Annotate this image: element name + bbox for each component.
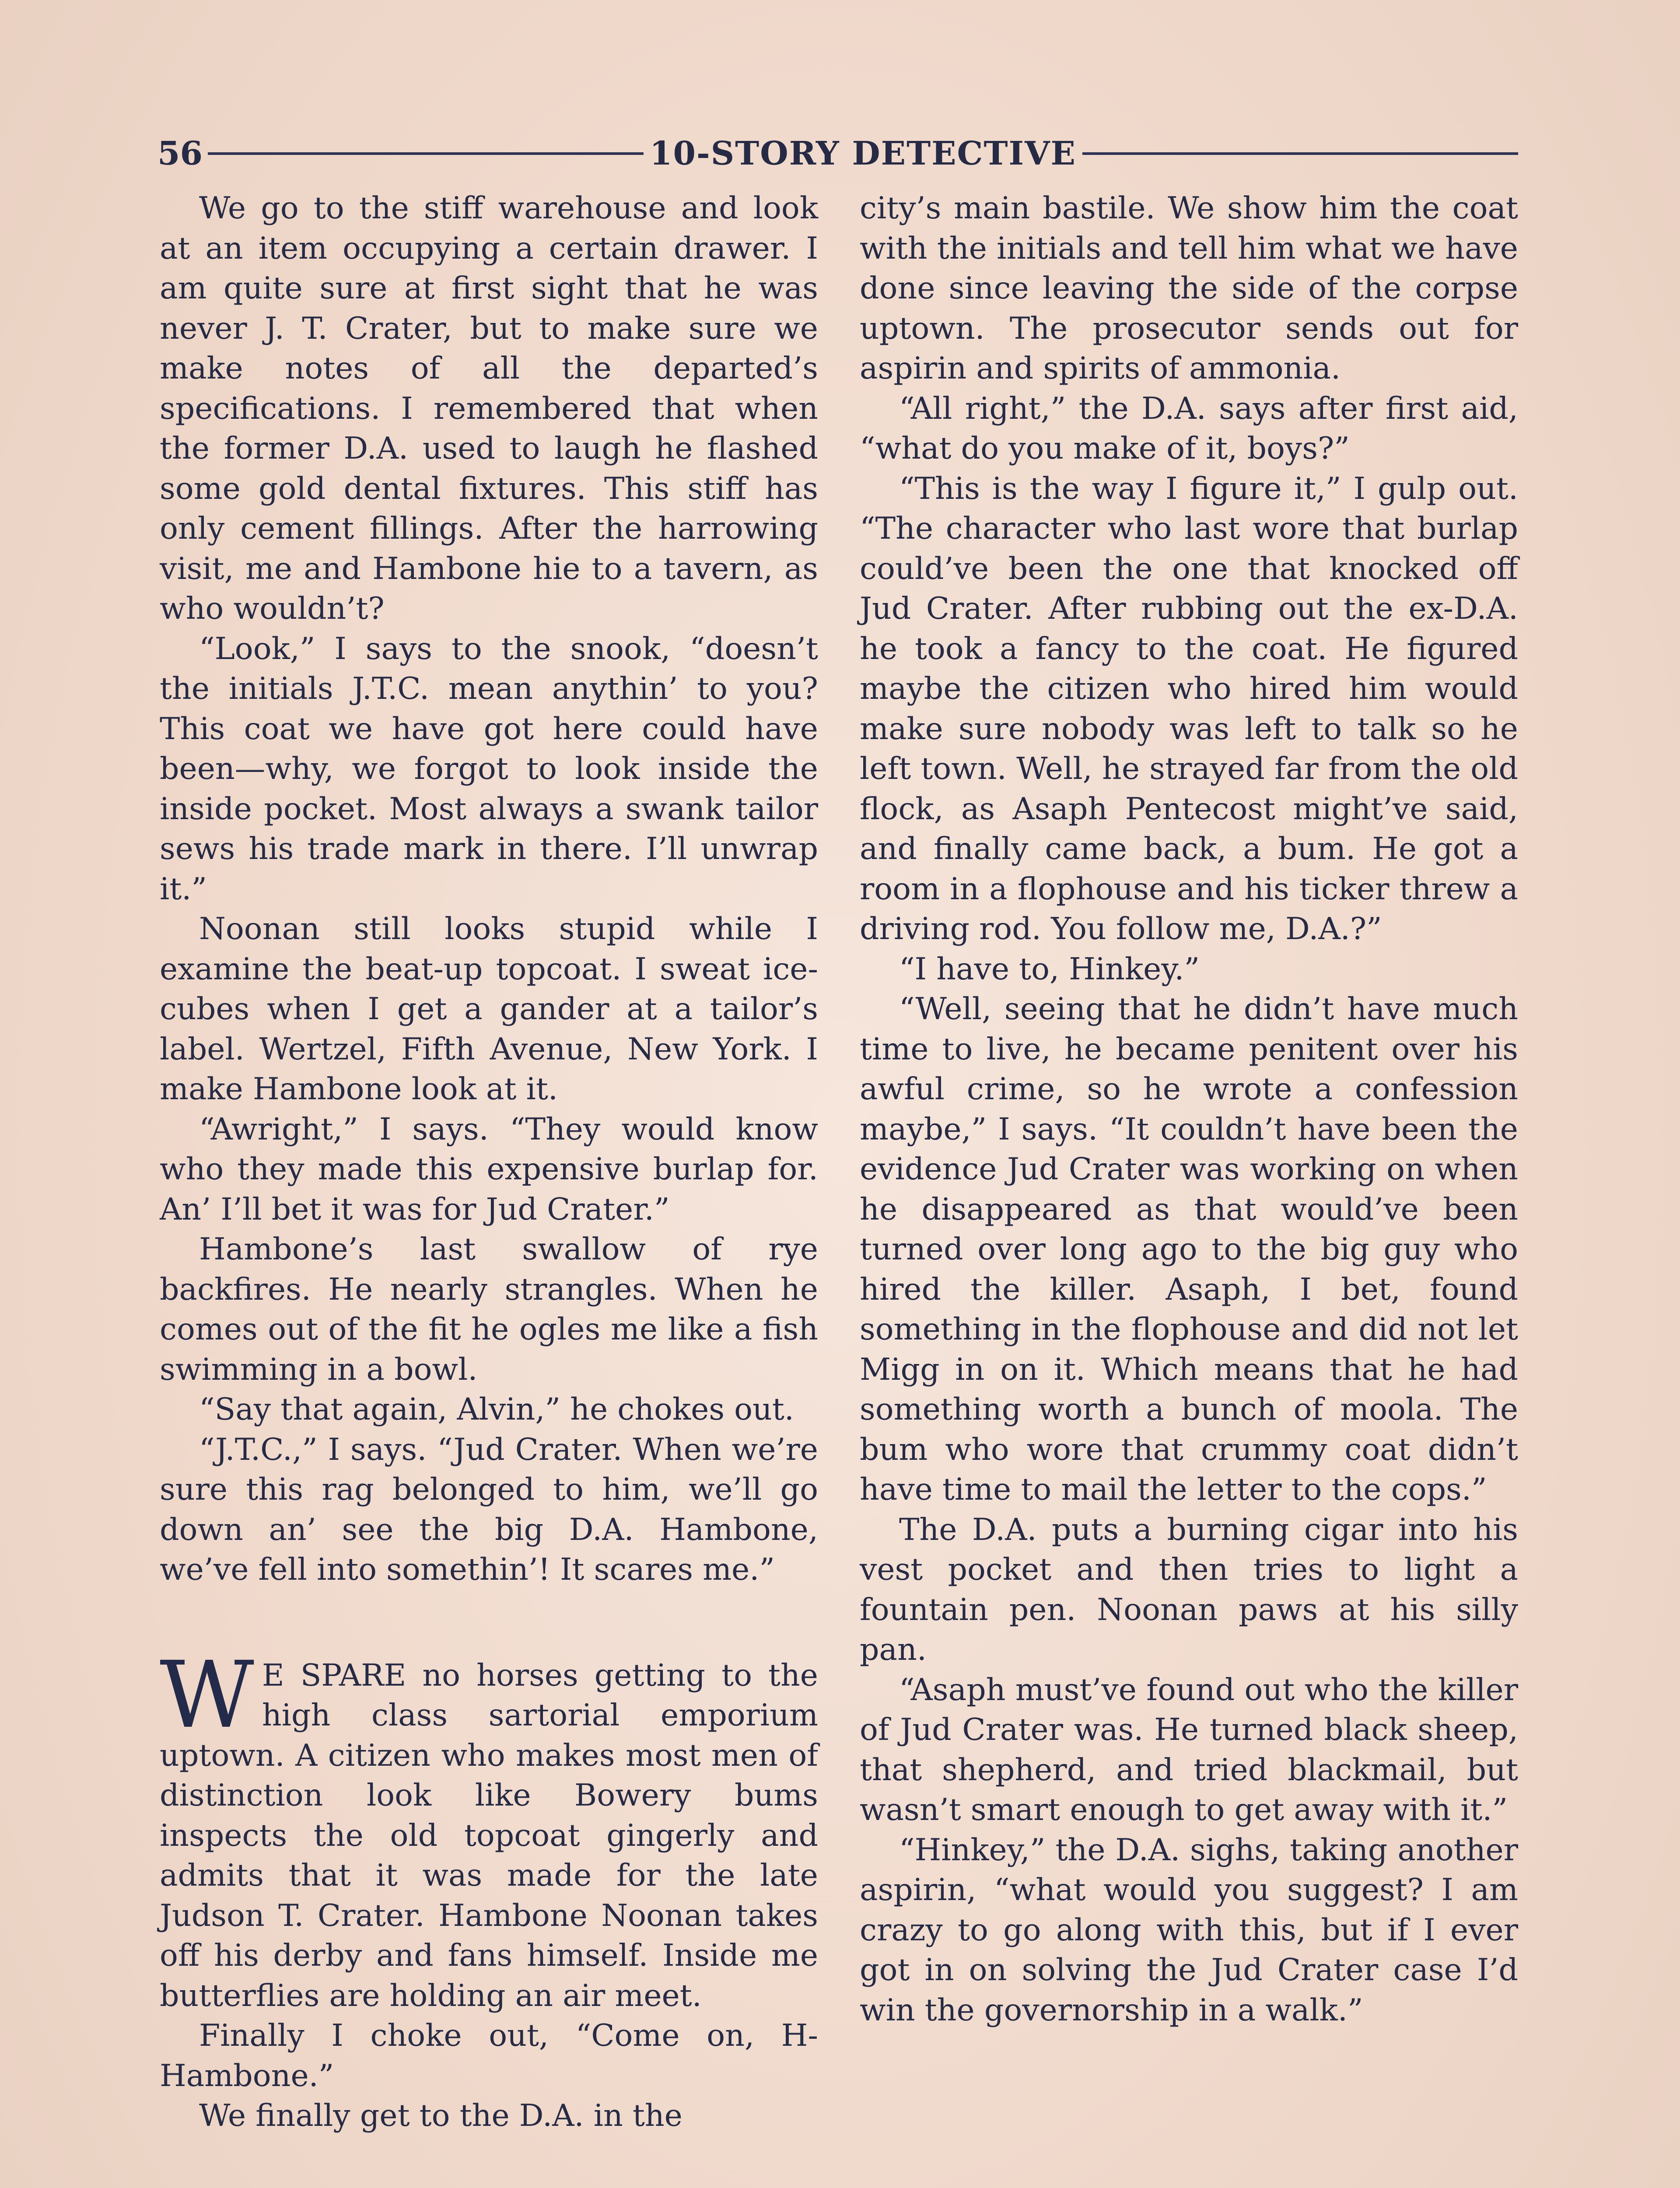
page-header xyxy=(158,130,1518,178)
paragraph: “Hinkey,” the D.A. sighs, taking another aspirin, “what would you suggest? I am crazy to go along with this, but if I ever got in on solving the Jud Crater case I’d win the governorship in a walk.” xyxy=(860,1832,1518,2028)
paragraph: “J.T.C.,” I says. “Jud Crater. When we’re sure this rag belonged to him, we’ll go down an’ see the big D.A. Hambone, we’ve fell into somethin’! It scares me.” xyxy=(160,1431,818,1587)
paragraph: “Awright,” I says. “They would know who they made this expensive burlap for. An’ I’ll bet it was for Jud Crater.” xyxy=(160,1111,818,1227)
magazine-title: 10-STORY DETECTIVE xyxy=(650,135,1076,172)
right-column xyxy=(860,188,1518,2188)
section-paragraph xyxy=(160,1641,818,2016)
paragraph: “Asaph must’ve found out who the killer of Jud Crater was. He turned black sheep, that shepherd, and tried blackmail, but wasn’t smart enough to get away with it.” xyxy=(860,1672,1518,1827)
header-rule-right xyxy=(1082,152,1518,155)
paragraph: Finally I choke out, “Come on, H-Hambone.” xyxy=(160,2018,818,2093)
page-number: 56 xyxy=(158,135,203,172)
paragraph: “This is the way I figure it,” I gulp out. “The character who last wore that burlap could’ve been the one that knocked off Jud Crater. After rubbing out the ex-D.A. he took a fancy to the coat. He figured maybe the citizen who hired him would make sure nobody was left to talk so he left town. Well, he strayed far from the old flock, as Asaph Pentecost might’ve said, and finally came back, a bum. He got a room in a flophouse and his ticker threw a driving rod. You follow me, D.A.?” xyxy=(860,470,1518,947)
header-rule-left xyxy=(208,152,644,155)
paragraph: The D.A. puts a burning cigar into his vest pocket and then tries to light a fountain pen. Noonan paws at his silly pan. xyxy=(860,1511,1518,1667)
paragraph: “All right,” the D.A. says after first aid, “what do you make of it, boys?” xyxy=(860,390,1518,466)
paragraph: “I have to, Hinkey.” xyxy=(899,951,1200,987)
left-column xyxy=(160,188,818,2188)
paragraph: “Say that again, Alvin,” he chokes out. xyxy=(199,1392,794,1427)
drop-cap: W xyxy=(160,1641,254,1749)
paragraph-continued: city’s main bastile. We show him the coat with the initials and tell him what we have done since leaving the side of the corpse uptown. The prosecutor sends out for aspirin and spirits of ammonia. xyxy=(860,190,1518,386)
paragraph: We go to the stiff warehouse and look at an item occupying a certain drawer. I am quite sure at first sight that he was never J. T. Crater, but to make sure we make notes of all the departed’s specifications. I remembered that when the former D.A. used to laugh he flashed some gold dental fixtures. This stiff has only cement fillings. After the harrowing visit, me and Hambone hie to a tavern, as who wouldn’t? xyxy=(160,190,818,626)
paragraph: Noonan still looks stupid while I examine the beat-up topcoat. I sweat ice-cubes when I get a gander at a tailor’s label. Wertzel, Fifth Avenue, New York. I make Hambone look at it. xyxy=(160,911,818,1107)
paragraph: “Look,” I says to the snook, “doesn’t the initials J.T.C. mean anythin’ to you? This coat we have got here could have been—why, we forgot to look inside the inside pocket. Most always a swank tailor sews his trade mark in there. I’ll unwrap it.” xyxy=(160,631,818,907)
section-text: E SPARE no horses getting to the high class sartorial emporium uptown. A citizen who makes most men of distinction look like Bowery bums inspects the old topcoat gingerly and admits that it was made for the late Judson T. Crater. Hambone Noonan takes off his derby and fans himself. Inside me butterflies are holding an air meet. xyxy=(160,1657,818,2013)
paragraph: “Well, seeing that he didn’t have much time to live, he became penitent over his awful crime, so he wrote a confession maybe,” I says. “It couldn’t have been the evidence Jud Crater was working on when he disappeared as that would’ve been turned over long ago to the big guy who hired the killer. Asaph, I bet, found something in the flophouse and did not let Migg in on it. Which means that he had something worth a bunch of moola. The bum who wore that crummy coat didn’t have time to mail the letter to the cops.” xyxy=(860,991,1518,1507)
paragraph: Hambone’s last swallow of rye backfires. He nearly strangles. When he comes out of the fit he ogles me like a fish swimming in a bowl. xyxy=(160,1231,818,1387)
paragraph: We finally get to the D.A. in the xyxy=(199,2098,682,2133)
